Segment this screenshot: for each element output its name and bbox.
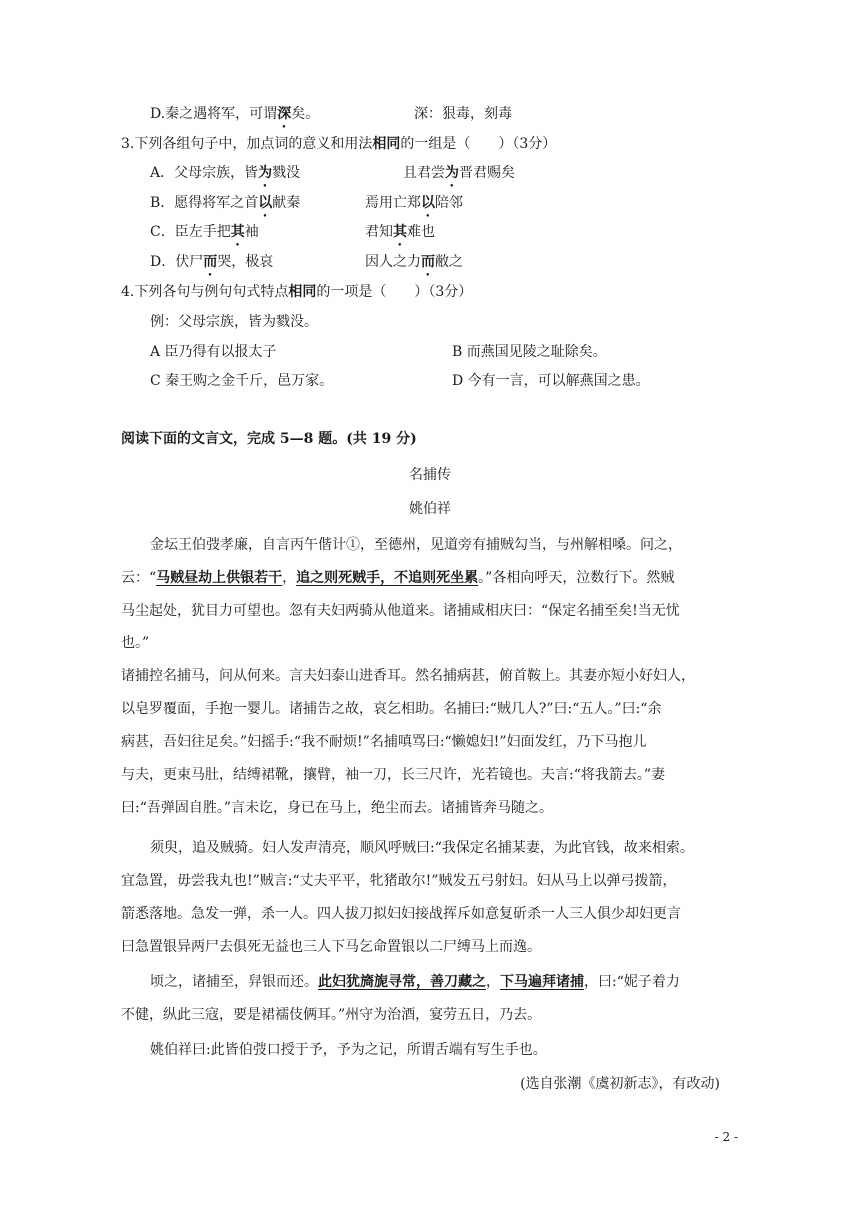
q2-option-d-label: D.秦之遇将军，可谓 (150, 106, 278, 122)
option-text: 因人之力 (365, 254, 421, 270)
p1-line-4: 也。” (121, 635, 150, 651)
p4-line-1 (150, 972, 680, 992)
option-text: C．臣左手把 (150, 224, 231, 240)
option-text: 君知 (365, 224, 393, 240)
p2-line-5: 曰:“吾弹固自胜。”言未讫，身已在马上，绝尘而去。诸捕皆奔马随之。 (121, 800, 554, 816)
underlined-sentence: 下马遍拜诸捕 (500, 974, 584, 990)
passage-text: 云：“ (121, 570, 157, 586)
q4-option-a: A 臣乃得有以报太子 (150, 344, 277, 360)
option-text: 戮没 (272, 165, 301, 181)
p1-line-1: 金坛王伯弢孝廉，自言丙午偕计①，至德州，见道旁有捕贼勾当，与州解相嗓。问之， (150, 537, 682, 553)
q3-option-d-left (150, 252, 273, 279)
passage-author: 姚伯祥 (409, 501, 451, 517)
p4-line-2: 不健，纵此三寇，要是裙襦伎俩耳。”州守为治酒，宴劳五日，乃去。 (121, 1007, 542, 1023)
option-text: 献秦 (272, 195, 301, 211)
option-text: A．父母宗族，皆 (150, 165, 259, 181)
q3-stem-points: 的一组是（ ）（3分） (400, 136, 557, 152)
passage-text: 顷之，诸捕至，舁银而还。 (150, 974, 318, 990)
p2-line-3: 病甚，吾妇往足矣。”妇摇手:“我不耐烦!”名捕嗔骂曰:“懒媳妇!”妇面发红，乃下马抱儿 (121, 734, 647, 750)
q4-option-d: D 今有一言，可以解燕国之患。 (452, 373, 650, 389)
option-text: 敝之 (435, 254, 463, 270)
option-text: 袖 (244, 224, 259, 240)
p3-line-1: 须臾，追及贼骑。妇人发声清亮，顺风呼贼曰:“我保定名捕某妻，为此官钱，故来相索。 (150, 840, 694, 856)
passage-text: ，曰:“妮子着力 (584, 974, 680, 990)
passage-text: 。”各相向呼天，泣数行下。然贼 (478, 570, 675, 586)
underlined-sentence: 追之则死贼手，不追则死坐累 (296, 570, 479, 586)
p5-line-1: 姚伯祥曰:此皆伯弢口授于予，予为之记，所谓舌端有写生手也。 (150, 1042, 547, 1058)
q3-option-c-left (150, 222, 259, 249)
p1-line-3: 马尘起处，犹目力可望也。忽有夫妇两骑从他道来。诸捕咸相庆曰：“保定名捕至矣!当无忧 (121, 603, 680, 619)
dotted-word: 以 (258, 195, 273, 211)
option-text: 焉用亡郑 (365, 195, 421, 211)
p2-line-1: 诸捕控名捕马，问从何来。言夫妇泰山进香耳。然名捕病甚，俯首鞍上。其妻亦短小好妇人， (121, 668, 695, 684)
p3-line-3: 箭悉落地。急发一弹，杀一人。四人拔刀拟妇妇接战挥斥如意复斫杀一人三人俱少却妇更言 (121, 906, 681, 922)
page-number: - 2 - (714, 1130, 738, 1144)
dotted-word: 而 (203, 254, 218, 270)
q4-stem (121, 282, 472, 302)
q4-stem-points: 的一项是（ ）（3分） (316, 284, 473, 300)
option-text: B．愿得将军之首 (150, 195, 259, 211)
p3-line-4: 曰急置银异两尸去俱死无益也三人下马乞命置银以二尸缚马上而逸。 (121, 939, 541, 955)
q3-option-b-left (150, 193, 300, 220)
q2-option-d (150, 104, 319, 131)
dotted-word: 为 (258, 165, 273, 181)
option-text: 难也 (407, 224, 435, 240)
p2-line-2: 以皂罗覆面，手抱一婴儿。诸捕告之故，哀乞相助。名捕曰:“贼几人?”曰:“五人。”曰:“余 (121, 701, 662, 717)
q3-option-c-right (365, 222, 435, 249)
q3-option-b-right (365, 193, 463, 220)
q4-stem-emphasis: 相同 (288, 284, 317, 300)
q2-option-d-gloss: 深：狠毒，刻毒 (414, 106, 512, 122)
passage-text: ， (282, 570, 297, 586)
dotted-word: 为 (445, 165, 459, 181)
q3-option-d-right (365, 252, 463, 279)
underlined-sentence: 此妇犹旖旎寻常，善刀藏之 (318, 974, 486, 990)
dotted-word: 而 (421, 254, 435, 270)
underlined-sentence: 马贼昼劫上供银若干 (156, 570, 283, 586)
q2-option-d-word: 深 (277, 106, 292, 122)
option-text: 哭，极哀 (217, 254, 274, 270)
p2-line-4: 与夫，更束马肚，结缚裙靴，攘臂，袖一刀，长三尺许，光若镜也。夫言:“将我箭去。”妻 (121, 767, 666, 783)
p3-line-2: 宜急置，毋尝我丸也!”贼言:“丈夫平平，牝猪敢尔!”贼发五弓射妇。妇从马上以弹弓拨箭， (121, 873, 677, 889)
option-text: D．伏尸 (150, 254, 204, 270)
q3-stem-emphasis: 相同 (372, 136, 401, 152)
q3-option-a-right (403, 163, 515, 190)
q3-option-a-left (150, 163, 300, 190)
option-text: 陪邻 (435, 195, 463, 211)
dotted-word: 其 (393, 224, 407, 240)
q4-option-b: B 而燕国见陵之耻除矣。 (452, 344, 607, 360)
q3-stem (121, 134, 556, 154)
dotted-word: 其 (230, 224, 245, 240)
passage-text: ， (486, 974, 500, 990)
p1-line-2 (121, 568, 674, 588)
passage-title: 名捕传 (409, 467, 451, 483)
passage-source: (选自张潮《虞初新志》，有改动) (520, 1076, 720, 1092)
q3-stem-text: 3.下列各组句子中，加点词的意义和用法 (121, 136, 373, 152)
option-text: 晋君赐矣 (459, 165, 515, 181)
option-text: 且君尝 (403, 165, 445, 181)
q4-stem-text: 4.下列各句与例句句式特点 (121, 284, 289, 300)
q2-option-d-tail: 矣。 (291, 106, 320, 122)
reading-instruction: 阅读下面的文言文，完成 5—8 题。(共 19 分) (121, 431, 417, 447)
dotted-word: 以 (421, 195, 435, 211)
q4-example: 例：父母宗族，皆为戮没。 (150, 314, 318, 330)
q4-option-c: C 秦王购之金千斤，邑万家。 (150, 373, 334, 389)
